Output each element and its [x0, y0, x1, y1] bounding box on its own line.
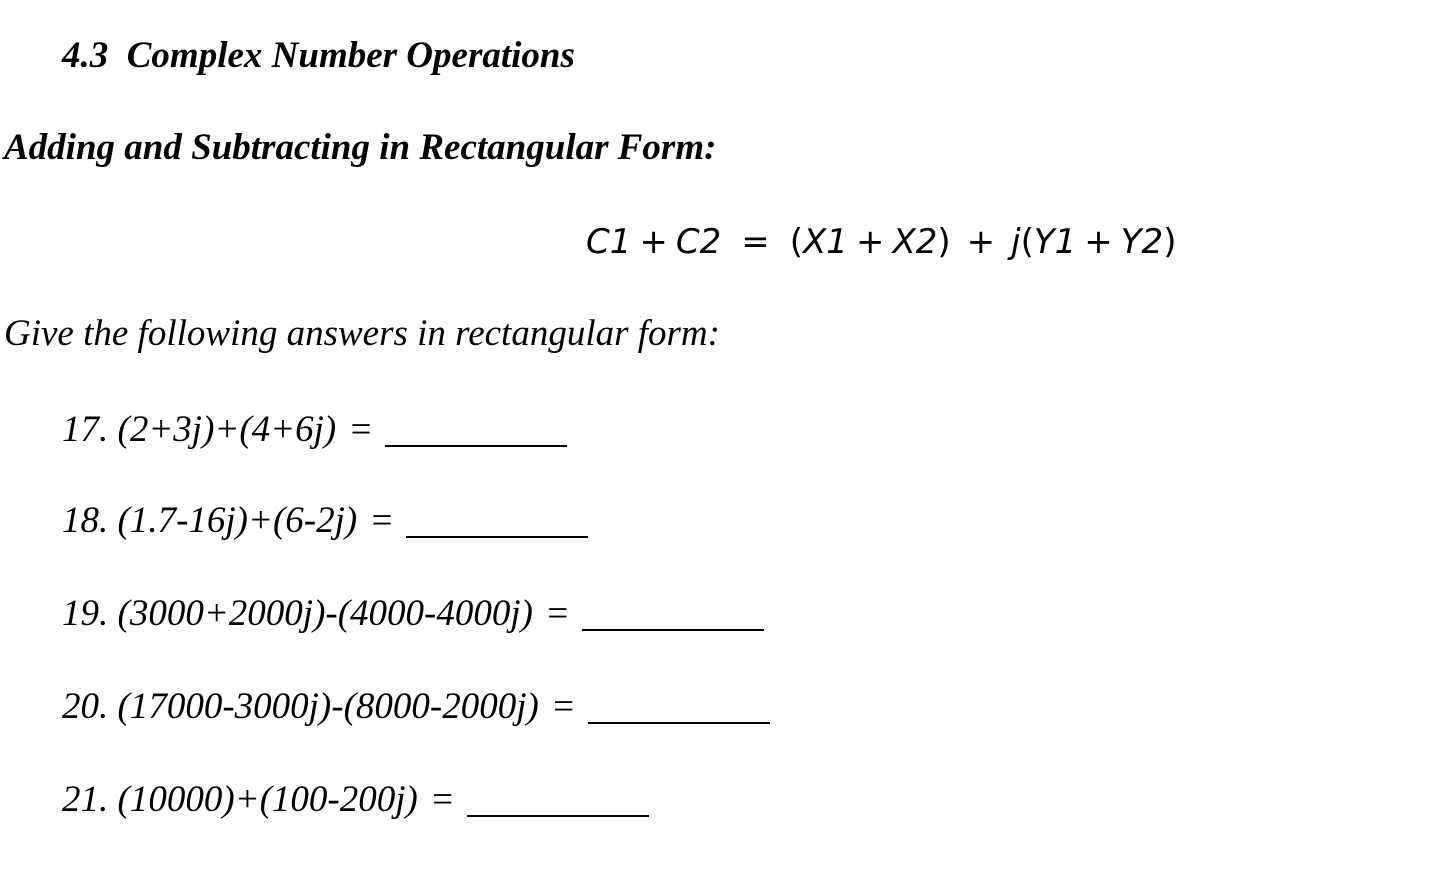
problem-expression: (2+3j)+(4+6j) [117, 409, 337, 450]
formula-y1: Y1 [1033, 222, 1077, 262]
addition-formula [586, 218, 1176, 266]
formula-plus: + [855, 222, 885, 262]
formula-j: j [1011, 222, 1021, 262]
formula-y2: Y2 [1120, 222, 1164, 262]
formula-paren-close: ) [1163, 222, 1177, 262]
problem-equals: = [369, 500, 395, 541]
problem-equals: = [550, 686, 576, 727]
formula-plus: + [1084, 222, 1113, 262]
problem-equals: = [544, 593, 570, 634]
problem-number: 19. [62, 593, 109, 634]
instructions: Give the following answers in rectangular form: [4, 313, 720, 354]
formula-paren-close: ) [937, 222, 951, 262]
problem-expression: (10000)+(100-200j) [117, 779, 418, 820]
answer-blank[interactable] [385, 415, 567, 447]
section-title [62, 32, 575, 80]
problem-number: 18. [62, 500, 109, 541]
answer-blank[interactable] [467, 785, 649, 817]
formula-plus: + [639, 222, 668, 262]
problem-21 [62, 776, 649, 824]
subheading: Adding and Subtracting in Rectangular Form: [4, 127, 717, 168]
section-title-text: Complex Number Operations [126, 35, 575, 76]
problem-20 [62, 683, 770, 731]
formula-equals: = [741, 222, 770, 262]
problem-equals: = [429, 779, 455, 820]
problem-19 [62, 590, 764, 638]
formula-c1: C1 [586, 222, 632, 262]
problem-17 [62, 406, 567, 454]
formula-x2: X2 [892, 222, 938, 262]
formula-paren-open: ( [789, 222, 804, 262]
answer-blank[interactable] [406, 506, 588, 538]
problem-expression: (1.7-16j)+(6-2j) [117, 500, 358, 541]
problem-number: 21. [62, 779, 109, 820]
problem-expression: (3000+2000j)-(4000-4000j) [117, 593, 533, 634]
problem-number: 20. [62, 686, 109, 727]
formula-x1: X1 [803, 222, 848, 262]
problem-expression: (17000-3000j)-(8000-2000j) [117, 686, 539, 727]
problem-equals: = [348, 409, 374, 450]
answer-blank[interactable] [582, 599, 764, 631]
formula-paren-open: ( [1020, 222, 1034, 262]
answer-blank[interactable] [588, 692, 770, 724]
formula-c2: C2 [675, 222, 722, 262]
section-number: 4.3 [62, 35, 109, 76]
problem-18 [62, 497, 588, 545]
formula-plus: + [966, 222, 996, 262]
problem-number: 17. [62, 409, 109, 450]
